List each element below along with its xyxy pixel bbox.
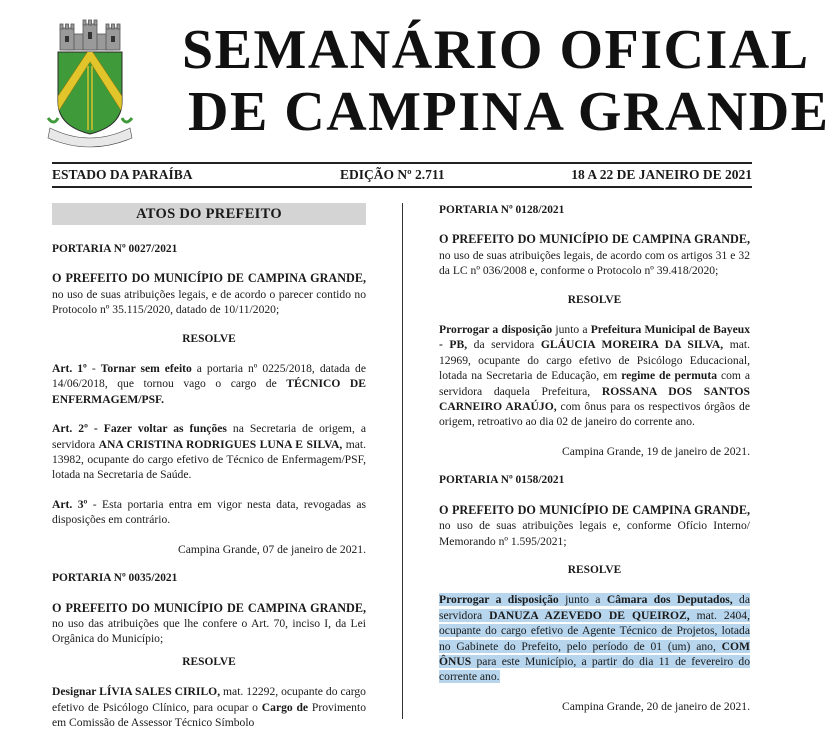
resolve-heading: RESOLVE xyxy=(182,655,236,668)
issuer: O PREFEITO DO MUNICÍPIO DE CAMPINA GRANDE, xyxy=(439,502,750,517)
portaria-preamble xyxy=(52,601,366,647)
issuer: O PREFEITO DO MUNICÍPIO DE CAMPINA GRANDE, xyxy=(52,600,366,615)
edition-number: EDIÇÃO Nº 2.711 xyxy=(340,167,445,182)
preamble-text: no uso de suas atribuições legais, e de acordo o parecer contido no Protocolo nº 35.115/2020, datado de 10/11/2020; xyxy=(52,287,366,317)
state-label: ESTADO DA PARAÍBA xyxy=(52,167,193,182)
resolve-heading: RESOLVE xyxy=(567,293,622,306)
header-rule-top xyxy=(52,162,752,164)
signature-date: Campina Grande, 07 de janeiro de 2021. xyxy=(177,542,366,556)
campina-grande-crest-logo xyxy=(44,22,136,150)
article-1: Art. 1º - Tornar sem efeito a portaria nº 0225/2018, datada de 14/06/2018, que tornou vago o cargo de TÉCNICO DE ENFERMAGEM/PSF. xyxy=(52,362,366,406)
portaria-body: Designar LÍVIA SALES CIRILO, mat. 12292, ocupante do cargo efetivo de Psicólogo Clínico, para ocupar o Cargo de Provimento em Comissão de Assessor Técnico Símbolo xyxy=(52,685,366,729)
portaria-preamble xyxy=(439,503,750,549)
masthead-line-2: DE CAMPINA GRANDE xyxy=(188,81,830,143)
portaria-preamble xyxy=(439,232,750,278)
portaria-title: PORTARIA Nº 0035/2021 xyxy=(52,572,178,585)
right-column xyxy=(439,203,750,728)
column-divider xyxy=(402,203,403,719)
article-3: Art. 3º - Esta portaria entra em vigor nesta data, revogadas as disposições em contrário. xyxy=(52,497,366,527)
portaria-title: PORTARIA Nº 0027/2021 xyxy=(52,243,178,255)
edition-date-range: 18 A 22 DE JANEIRO DE 2021 xyxy=(571,167,752,182)
signature-date: Campina Grande, 19 de janeiro de 2021. xyxy=(561,444,750,458)
masthead-line-1: SEMANÁRIO OFICIAL xyxy=(182,19,810,81)
left-column xyxy=(52,203,366,744)
issuer: O PREFEITO DO MUNICÍPIO DE CAMPINA GRANDE, xyxy=(439,232,750,247)
preamble-text: no uso das atribuições que lhe confere o Art. 70, inciso I, da Lei Orgânica do Município; xyxy=(52,616,366,646)
portaria-title: PORTARIA Nº 0128/2021 xyxy=(439,204,565,216)
portaria-preamble xyxy=(52,271,366,317)
preamble-text: no uso de suas atribuições legais e, conforme Ofício Interno/ Memorando nº 1.595/2021; xyxy=(439,519,750,548)
selected-portaria-body[interactable]: Prorrogar a disposição junto a Câmara dos Deputados, da servidora DANUZA AZEVEDO DE QUEIROZ, mat. 2404, ocupante do cargo efetivo de Agente Técnico de Projetos, lotada no Gabinete do Prefeito, pelo período de 01 (um) ano, COM ÔNUS para este Município, a partir do dia 11 de fevereiro do corrente ano. xyxy=(439,593,750,684)
resolve-heading: RESOLVE xyxy=(182,332,236,345)
resolve-heading: RESOLVE xyxy=(567,563,622,576)
portaria-title: PORTARIA Nº 0158/2021 xyxy=(439,474,565,487)
article-2: Art. 2º - Fazer voltar as funções na Secretaria de origem, a servidora ANA CRISTINA RODRIGUES LUNA E SILVA, mat. 13982, ocupante do cargo efetivo de Técnico de Enfermagem/PSF, lotada na Secretaria de Saúde. xyxy=(52,422,366,482)
edition-info-bar xyxy=(52,166,752,186)
section-title: ATOS DO PREFEITO xyxy=(52,203,366,225)
preamble-text: no uso de suas atribuições legais, de acordo com os artigos 31 e 32 da LC nº 036/2008 e, conforme o Protocolo nº 39.418/2020; xyxy=(439,248,750,278)
portaria-body: Prorrogar a disposição junto a Prefeitura Municipal de Bayeux - PB, da servidora GLÁUCIA MOREIRA DA SILVA, mat. 12969, ocupante do cargo efetivo de Psicólogo Educacional, lotada na Secretaria de Educação, em regime de permuta com a servidora daquela Prefeitura, ROSSANA DOS SANTOS CARNEIRO ARAÚJO, com ônus para os respectivos órgãos de origem, retroativo ao dia 02 de janeiro do corrente ano. xyxy=(439,323,751,429)
header-rule-bottom xyxy=(52,186,752,188)
signature-date: Campina Grande, 20 de janeiro de 2021. xyxy=(561,699,750,713)
issuer: O PREFEITO DO MUNICÍPIO DE CAMPINA GRANDE, xyxy=(52,271,366,286)
